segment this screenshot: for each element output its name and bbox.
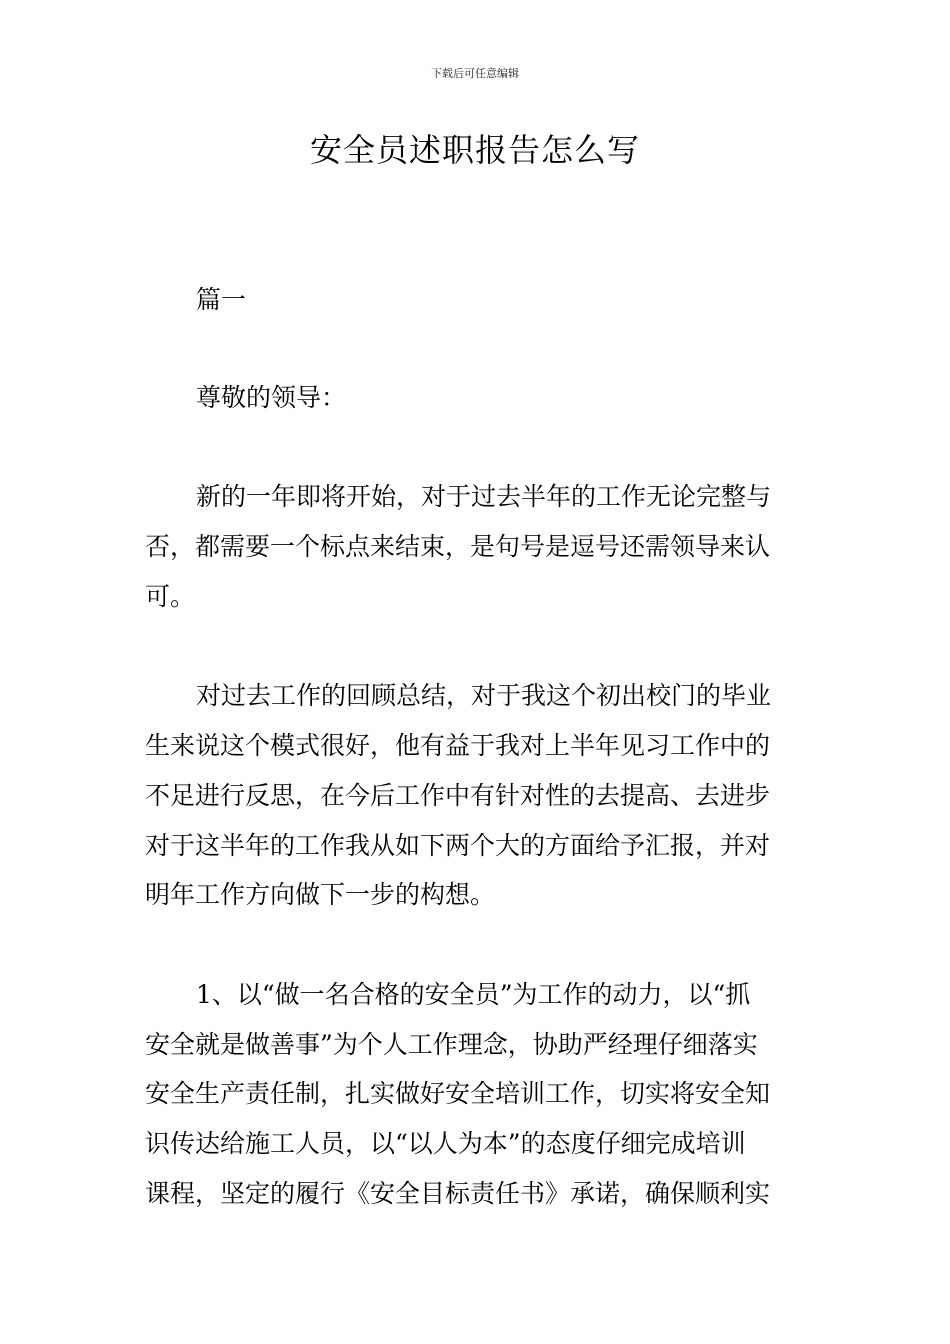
paragraph-2-line-5: 明年工作方向做下一步的构想。 <box>145 880 496 909</box>
paragraph-1-line-1: 新的一年即将开始，对于过去半年的工作无论完整与 <box>196 482 772 511</box>
paragraph-3-line-1: 1、以“做一名合格的安全员”为工作的动力，以“抓 <box>196 980 751 1009</box>
header-note: 下载后可任意编辑 <box>431 67 519 80</box>
paragraph-2-line-3: 不足进行反思，在今后工作中有针对性的去提高、去进步 <box>145 781 771 810</box>
paragraph-3-line-2: 安全就是做善事”为个人工作理念，协助严经理仔细落实 <box>145 1030 758 1059</box>
salutation: 尊敬的领导： <box>196 383 347 412</box>
paragraph-2-line-1: 对过去工作的回顾总结，对于我这个初出校门的毕业 <box>196 681 772 710</box>
paragraph-3-line-5: 课程，坚定的履行《安全目标责任书》承诺，确保顺利实 <box>145 1179 771 1208</box>
paragraph-1-line-3: 可。 <box>145 582 196 611</box>
paragraph-1-line-2: 否，都需要一个标点来结束，是句号是逗号还需领导来认 <box>145 532 771 561</box>
paragraph-3-line-3: 安全生产责任制，扎实做好安全培训工作，切实将安全知 <box>145 1079 771 1108</box>
section-label: 篇一 <box>196 285 247 314</box>
paragraph-3-line-4: 识传达给施工人员，以“以人为本”的态度仔细完成培训 <box>145 1129 746 1158</box>
paragraph-2-line-2: 生来说这个模式很好，他有益于我对上半年见习工作中的 <box>145 731 771 760</box>
paragraph-2-line-4: 对于这半年的工作我从如下两个大的方面给予汇报，并对 <box>145 831 771 860</box>
document-title: 安全员述职报告怎么写 <box>309 131 640 169</box>
